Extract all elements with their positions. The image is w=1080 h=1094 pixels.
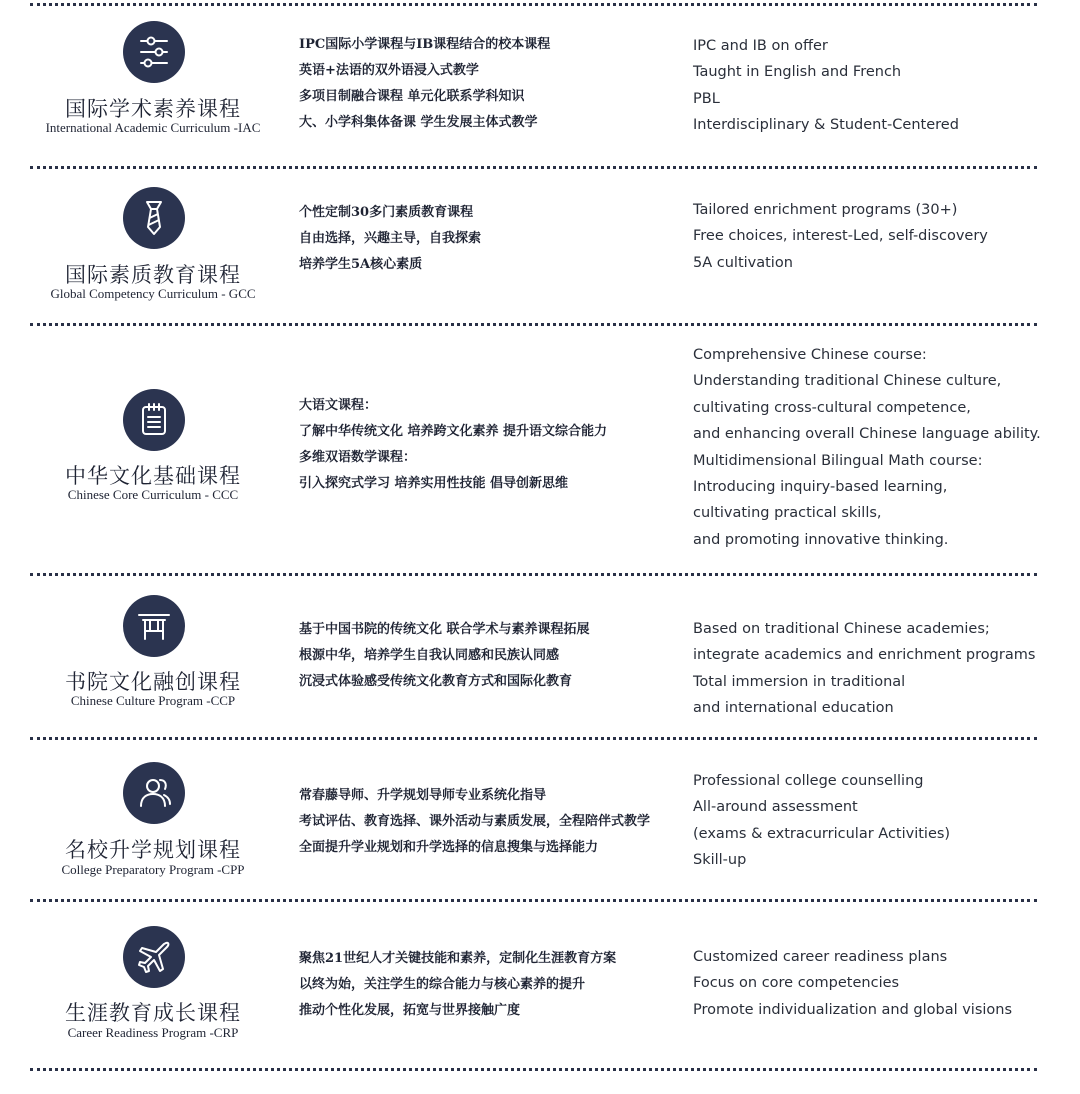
description-en (693, 944, 1012, 1023)
curriculum-title-cn: 名校升学规划课程 (65, 838, 241, 862)
description-cn-line: 全面提升学业规划和升学选择的信息搜集与选择能力 (299, 840, 599, 855)
tie-icon (123, 187, 185, 249)
curriculum-title-en: College Preparatory Program -CPP (61, 862, 245, 877)
description-en (693, 342, 1041, 553)
description-cn-line: 多项目制融合课程 单元化联系学科知识 (299, 89, 525, 104)
description-cn (299, 393, 607, 497)
section-divider (30, 1068, 1037, 1071)
description-cn (299, 946, 616, 1024)
description-cn-line: 推动个性化发展，拓宽与世界接触广度 (299, 1003, 521, 1018)
description-en-line: Based on traditional Chinese academies; (693, 621, 990, 637)
curriculum-title-en: Chinese Culture Program -CCP (70, 693, 236, 708)
description-en-line: and enhancing overall Chinese language ability. (693, 426, 1041, 443)
description-en-line: Skill-up (693, 852, 747, 869)
description-en-line: and international education (693, 700, 894, 717)
description-en-line: Focus on core competencies (693, 975, 900, 992)
description-en-line: and promoting innovative thinking. (693, 531, 949, 548)
description-cn-line: 以终为始，关注学生的综合能力与核心素养的提升 (299, 977, 586, 992)
description-en-line: (exams & extracurricular Activities) (693, 825, 951, 842)
curriculum-title-en: Global Competency Curriculum - GCC (50, 286, 256, 301)
description-cn-line: 基于中国书院的传统文化 联合学术与素养课程拓展 (299, 622, 590, 637)
description-en-line: Interdisciplinary & Student-Centered (693, 117, 959, 134)
description-en-line: Multidimensional Bilingual Math course: (693, 452, 983, 469)
curriculum-section-crp (0, 899, 1080, 1068)
description-cn-line: 了解中华传统文化 培养跨文化素养 提升语文综合能力 (299, 424, 608, 439)
curriculum-section-ccc (0, 323, 1080, 573)
curriculum-title-cn: 书院文化融创课程 (65, 670, 241, 694)
curriculum-section-gcc (0, 166, 1080, 323)
curriculum-section-ccp (0, 573, 1080, 737)
notebook-icon (123, 389, 185, 451)
description-en-line: Introducing inquiry-based learning, (693, 478, 948, 495)
curriculum-title-cn: 生涯教育成长课程 (65, 1001, 241, 1025)
description-en (693, 768, 950, 874)
description-en (693, 33, 959, 139)
description-en-line: Understanding traditional Chinese culture, (693, 373, 1002, 390)
sliders-icon (123, 21, 185, 83)
curriculum-title-cn: 中华文化基础课程 (65, 464, 241, 488)
description-cn-line: IPC国际小学课程与IB课程结合的校本课程 (299, 37, 551, 52)
description-cn (299, 32, 550, 136)
description-en-line: Total immersion in traditional (693, 673, 906, 690)
description-cn (299, 617, 590, 695)
description-en-line: Promote individualization and global visions (693, 1001, 1013, 1018)
description-en-line: integrate academics and enrichment programs (693, 647, 1036, 664)
description-en-line: PBL (693, 90, 720, 107)
description-en-line: cultivating practical skills, (693, 505, 882, 522)
description-cn (299, 200, 481, 278)
description-cn-line: 常春藤导师、升学规划导师专业系统化指导 (299, 788, 547, 803)
curriculum-title-en: International Academic Curriculum -IAC (45, 120, 261, 135)
description-en-line: Free choices, interest-Led, self-discovery (693, 228, 988, 245)
description-en (693, 616, 1035, 722)
description-en-line: Comprehensive Chinese course: (693, 347, 927, 363)
description-en-line: Professional college counselling (693, 773, 924, 789)
description-en-line: IPC and IB on offer (693, 38, 828, 54)
description-en-line: cultivating cross-cultural competence, (693, 399, 971, 416)
curriculum-title-en: Chinese Core Curriculum - CCC (67, 487, 239, 502)
description-cn-line: 多维双语数学课程： (299, 450, 417, 465)
curriculum-section-cpp (0, 737, 1080, 899)
curriculum-title-cn: 国际学术素养课程 (65, 97, 241, 121)
description-cn-line: 考试评估、教育选择、课外活动与素质发展，全程陪伴式教学 (299, 814, 651, 829)
description-cn-line: 个性定制30多门素质教育课程 (299, 205, 474, 220)
description-cn-line: 引入探究式学习 培养实用性技能 倡导创新思维 (299, 476, 569, 491)
description-cn-line: 根源中华，培养学生自我认同感和民族认同感 (299, 648, 560, 663)
description-cn-line: 大语文课程： (299, 398, 378, 413)
description-cn-line: 英语+法语的双外语浸入式教学 (299, 63, 479, 78)
description-cn-line: 大、小学科集体备课 学生发展主体式教学 (299, 115, 538, 130)
airplane-icon (123, 926, 185, 988)
description-en-line: 5A cultivation (693, 254, 793, 271)
curriculum-title-cn: 国际素质教育课程 (65, 263, 241, 287)
description-cn-line: 自由选择，兴趣主导，自我探索 (299, 231, 482, 246)
description-cn-line: 培养学生5A核心素质 (299, 257, 423, 272)
people-icon (123, 762, 185, 824)
description-en (693, 197, 988, 276)
description-cn (299, 783, 650, 861)
curriculum-title-en: Career Readiness Program -CRP (67, 1025, 239, 1040)
description-cn-line: 沉浸式体验感受传统文化教育方式和国际化教育 (299, 674, 573, 689)
academy-icon (123, 595, 185, 657)
curriculum-section-iac (0, 0, 1080, 166)
description-en-line: All-around assessment (693, 799, 858, 816)
description-en-line: Taught in English and French (693, 64, 902, 81)
description-cn-line: 聚焦21世纪人才关键技能和素养，定制化生涯教育方案 (299, 951, 617, 966)
description-en-line: Tailored enrichment programs (30+) (693, 202, 958, 218)
description-en-line: Customized career readiness plans (693, 949, 948, 965)
